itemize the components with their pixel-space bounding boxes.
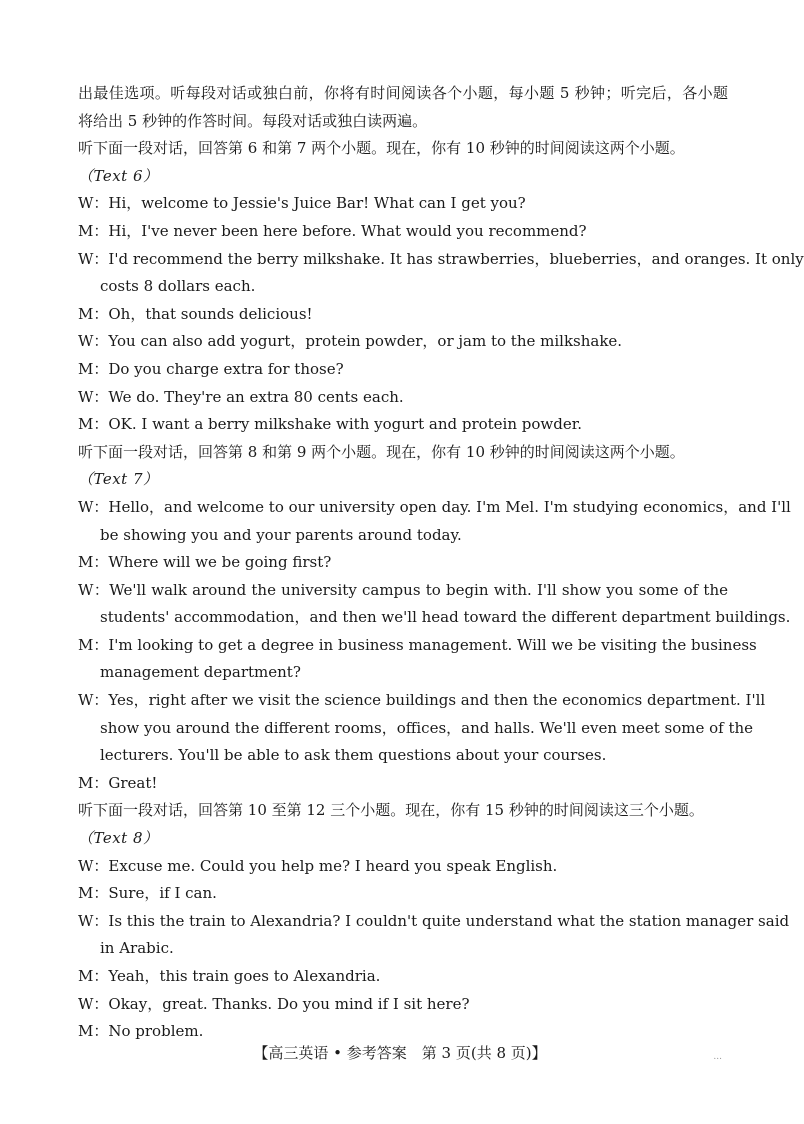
- text-line: in Arabic.: [100, 939, 174, 958]
- corner-mark: ...: [713, 1052, 722, 1062]
- text-line: M：Great!: [78, 773, 158, 792]
- text-line: M：Do you charge extra for those?: [78, 359, 344, 378]
- text-line: 听下面一段对话，回答第 6 和第 7 两个小题。现在，你有 10 秒钟的时间阅读这两个小题。: [78, 139, 685, 158]
- text-line: W：Is this the train to Alexandria? I couldn't quite understand what the station manager said: [78, 911, 790, 930]
- text-line: 听下面一段对话，回答第 10 至第 12 三个小题。现在，你有 15 秒钟的时间阅读这三个小题。: [78, 801, 704, 820]
- text-line: W：Yes，right after we visit the science buildings and then the economics department. I'll: [78, 691, 766, 710]
- text-line: W：Hello，and welcome to our university open day. I'm Mel. I'm studying economics，and I'll: [78, 497, 791, 516]
- text-line: W：Hi，welcome to Jessie's Juice Bar! What can I get you?: [78, 194, 526, 213]
- text-line: 将给出 5 秒钟的作答时间。每段对话或独白读两遍。: [78, 111, 428, 130]
- text-line: W：You can also add yogurt，protein powder，or jam to the milkshake.: [78, 332, 623, 351]
- text-line: M：No problem.: [78, 1022, 204, 1041]
- text-line: 听下面一段对话，回答第 8 和第 9 两个小题。现在，你有 10 秒钟的时间阅读这两个小题。: [78, 442, 685, 461]
- text-line: 出最佳选项。听每段对话或独白前，你将有时间阅读各个小题，每小题 5 秒钟；听完后，各小题: [78, 84, 728, 102]
- text-line: M：Where will we be going first?: [78, 553, 332, 572]
- text-line: W：We'll walk around the university campus to begin with. I'll show you some of the: [78, 580, 728, 599]
- text-line: W：We do. They're an extra 80 cents each.: [78, 387, 404, 406]
- text-line: M：Oh，that sounds delicious!: [78, 304, 313, 323]
- page-footer: 【高三英语 • 参考答案 第 3 页(共 8 页)】: [253, 1044, 547, 1062]
- text-line: be showing you and your parents around today.: [100, 525, 462, 544]
- text-line: show you around the different rooms，offices，and halls. We'll even meet some of the: [100, 718, 754, 737]
- document-body: [78, 80, 804, 1046]
- text-line: M：OK. I want a berry milkshake with yogurt and protein powder.: [78, 415, 583, 434]
- text-line: students' accommodation，and then we'll head toward the different department buildings.: [100, 608, 791, 627]
- text-line: M：I'm looking to get a degree in business management. Will we be visiting the business: [78, 635, 757, 654]
- text-line: M：Sure，if I can.: [78, 884, 217, 903]
- text-line: W：Okay，great. Thanks. Do you mind if I sit here?: [78, 994, 470, 1013]
- text-line: lecturers. You'll be able to ask them questions about your courses.: [100, 746, 607, 765]
- text-line: M：Hi，I've never been here before. What would you recommend?: [78, 221, 587, 240]
- text-line: W：Excuse me. Could you help me? I heard you speak English.: [78, 856, 558, 875]
- section-label: （Text 6）: [78, 166, 159, 185]
- text-line: costs 8 dollars each.: [100, 277, 256, 296]
- text-line: management department?: [100, 663, 301, 682]
- text-line: W：I'd recommend the berry milkshake. It has strawberries，blueberries，and oranges. It only: [78, 249, 804, 268]
- text-line: M：Yeah，this train goes to Alexandria.: [78, 967, 381, 985]
- section-label: （Text 7）: [78, 470, 159, 489]
- section-label: （Text 8）: [78, 829, 159, 848]
